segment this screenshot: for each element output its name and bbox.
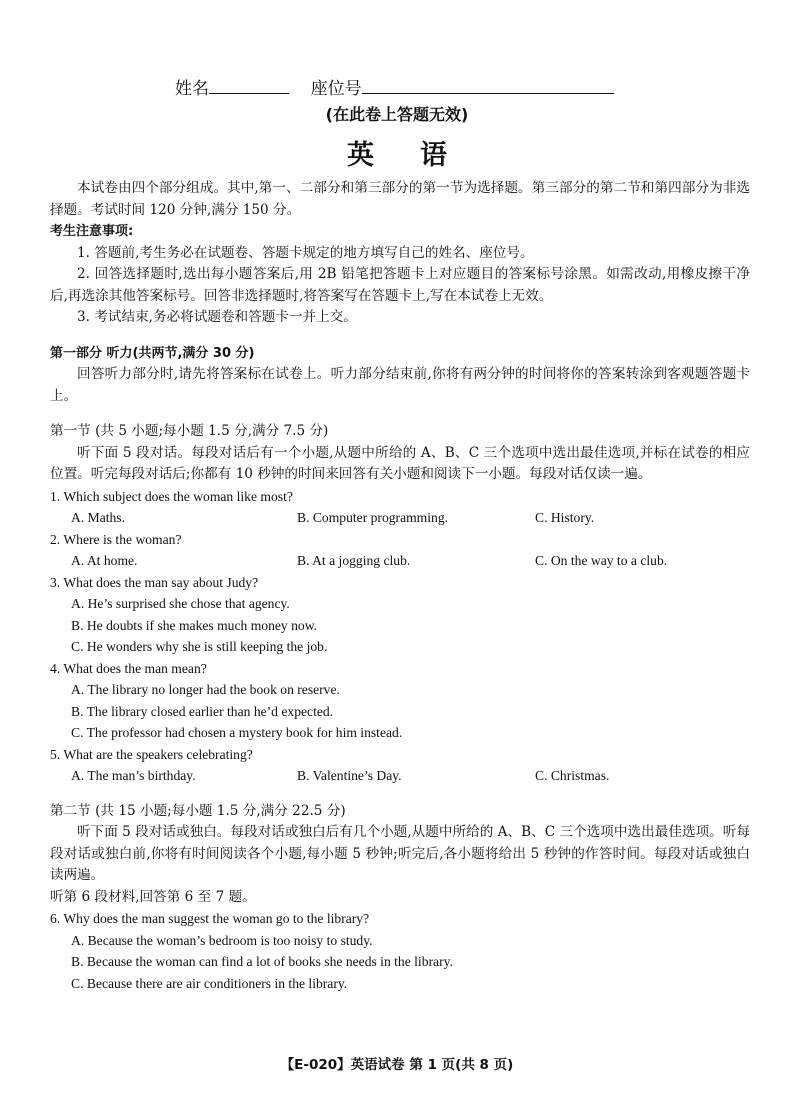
section1-desc: 听下面 5 段对话。每段对话后有一个小题,从题中所给的 A、B、C 三个选项中选出最佳选项,并标在试卷的相应位置。听完每段对话后;你都有 10 秒钟的时间来回答有关小题和阅读下一小题。每段对话仅读一遍。 xyxy=(50,444,750,482)
question-1: 1. Which subject does the woman like most? xyxy=(50,488,293,504)
name-blank xyxy=(209,79,289,94)
section2-title: 第二节 (共 15 小题;每小题 1.5 分,满分 22.5 分) xyxy=(50,802,346,819)
question-6: 6. Why does the man suggest the woman go to the library? xyxy=(50,911,370,926)
option-c: C. Christmas. xyxy=(535,768,610,783)
student-info-line xyxy=(175,74,614,99)
part1-desc: 回答听力部分时,请先将答案标在试卷上。听力部分结束前,你将有两分钟的时间将你的答案转涂到客观题答题卡上。 xyxy=(50,366,750,404)
option-c: C. History. xyxy=(535,510,595,525)
option-a: A. The library no longer had the book on reserve. xyxy=(71,682,340,697)
option-a: A. Maths. xyxy=(71,510,125,525)
question-2: 2. Where is the woman? xyxy=(50,531,182,547)
seat-blank xyxy=(362,79,614,94)
question-5: 5. What are the speakers celebrating? xyxy=(50,746,253,762)
option-b: B. He doubts if she makes much money now. xyxy=(71,617,318,633)
part1-title: 第一部分 听力(共两节,满分 30 分) xyxy=(50,345,255,361)
notice-title: 考生注意事项: xyxy=(50,224,134,239)
question-3: 3. What does the man say about Judy? xyxy=(50,574,259,590)
option-b: B. The library closed earlier than he’d expected. xyxy=(71,703,334,719)
exam-content xyxy=(50,178,750,994)
section1-title: 第一节 (共 5 小题;每小题 1.5 分,满分 7.5 分) xyxy=(50,423,329,439)
options-row-5 xyxy=(50,765,750,787)
options-row-2 xyxy=(50,550,750,572)
notice-item: 3. 考试结束,务必将试题卷和答题卡一并上交。 xyxy=(77,309,357,325)
invalid-answer-note: (在此卷上答题无效) xyxy=(325,105,469,124)
option-c: C. On the way to a club. xyxy=(535,553,668,568)
seat-label: 座位号 xyxy=(310,79,362,99)
option-c: C. The professor had chosen a mystery book for him instead. xyxy=(71,725,403,740)
notice-item: 1. 答题前,考生务必在试题卷、答题卡规定的地方填写自己的姓名、座位号。 xyxy=(77,244,534,261)
option-b: B. At a jogging club. xyxy=(297,553,411,568)
option-b: B. Computer programming. xyxy=(297,510,449,525)
option-a: A. Because the woman’s bedroom is too noisy to study. xyxy=(71,932,373,948)
option-c: C. Because there are air conditioners in the library. xyxy=(71,975,348,991)
notice-item: 2. 回答选择题时,选出每小题答案后,用 2B 铅笔把答题卡上对应题目的答案标号涂黑。如需改动,用橡皮擦干净后,再选涂其他答案标号。回答非选择题时,将答案写在答题卡上,写在本试卷上无效。 xyxy=(50,266,750,304)
option-a: A. He’s surprised she chose that agency. xyxy=(71,596,290,611)
material-6-instruction: 听第 6 段材料,回答第 6 至 7 题。 xyxy=(50,888,256,905)
option-a: A. At home. xyxy=(71,553,138,568)
page-footer: 【E-020】英语试卷 第 1 页(共 8 页) xyxy=(280,1057,514,1073)
option-a: A. The man’s birthday. xyxy=(71,768,196,783)
option-b: B. Valentine’s Day. xyxy=(297,768,402,783)
name-label: 姓名 xyxy=(175,79,209,99)
question-4: 4. What does the man mean? xyxy=(50,660,207,676)
subject-title: 英语 xyxy=(347,140,493,171)
option-c: C. He wonders why she is still keeping the job. xyxy=(71,639,328,654)
intro-paragraph: 本试卷由四个部分组成。其中,第一、二部分和第三部分的第一节为选择题。第三部分的第二节和第四部分为非选择题。考试时间 120 分钟,满分 150 分。 xyxy=(50,180,750,218)
section2-desc: 听下面 5 段对话或独白。每段对话或独白后有几个小题,从题中所给的 A、B、C 三个选项中选出最佳选项。听每段对话或独白前,你将有时间阅读各个小题,每小题 5 秒钟;听完后,各小题将给出 5 秒钟的作答时间。每段对话或独白读两遍。 xyxy=(50,824,750,883)
options-row-1 xyxy=(50,507,750,529)
option-b: B. Because the woman can find a lot of books she needs in the library. xyxy=(71,954,453,969)
